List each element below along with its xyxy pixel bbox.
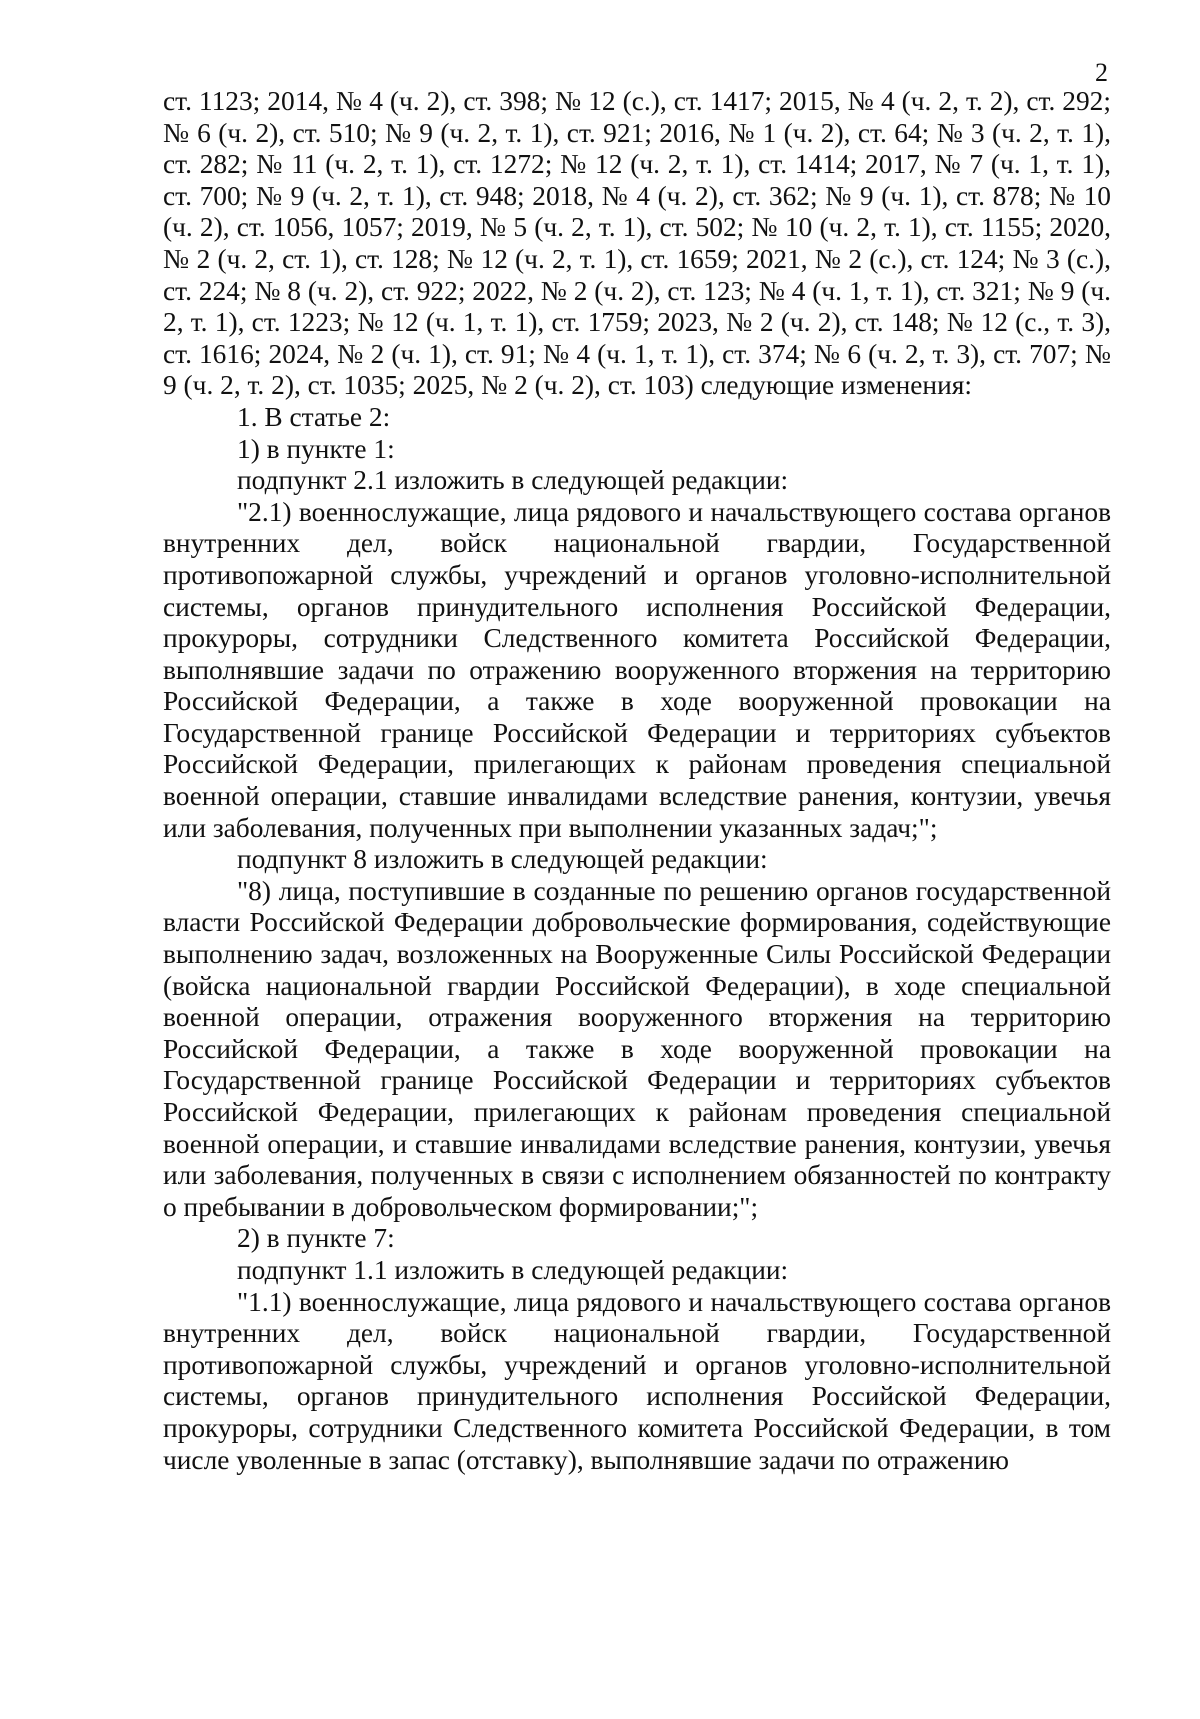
point-1-heading: 1) в пункте 1: xyxy=(237,433,395,464)
document-body xyxy=(163,86,1111,1476)
subpoint-8-text: "8) лица, поступившие в созданные по решению органов государственной власти Российской Федерации добровольческие формирования, содействующие выполнению задач, возложенных на Вооруженные Силы Российской Федерации (войска национальной гвардии Российской Федерации), в ходе специальной военной операции, отражения вооруженного вторжения на территорию Российской Федерации, а также в ходе вооруженной провокации на Государственной границе Российской Федерации и территориях субъектов Российской Федерации, прилегающих к районам проведения специальной военной операции, и ставшие инвалидами вследствие ранения, контузии, увечья или заболевания, полученных в связи с исполнением обязанностей по контракту о пребывании в добровольческом формировании;"; xyxy=(163,875,1111,1222)
subpoint-8-intro: подпункт 8 изложить в следующей редакции: xyxy=(237,844,768,875)
citation-paragraph: ст. 1123; 2014, № 4 (ч. 2), ст. 398; № 12 (с.), ст. 1417; 2015, № 4 (ч. 2, т. 2), ст. 292; № 6 (ч. 2), ст. 510; № 9 (ч. 2, т. 1), ст. 921; 2016, № 1 (ч. 2), ст. 64; № 3 (ч. 2, т. 1), ст. 282; № 11 (ч. 2, т. 1), ст. 1272; № 12 (ч. 2, т. 1), ст. 1414; 2017, № 7 (ч. 1, т. 1), ст. 700; № 9 (ч. 2, т. 1), ст. 948; 2018, № 4 (ч. 2), ст. 362; № 9 (ч. 1), ст. 878; № 10 (ч. 2), ст. 1056, 1057; 2019, № 5 (ч. 2, т. 1), ст. 502; № 10 (ч. 2, т. 1), ст. 1155; 2020, № 2 (ч. 2, ст. 1), ст. 128; № 12 (ч. 2, т. 1), ст. 1659; 2021, № 2 (с.), ст. 124; № 3 (с.), ст. 224; № 8 (ч. 2), ст. 922; 2022, № 2 (ч. 2), ст. 123; № 4 (ч. 1, т. 1), ст. 321; № 9 (ч. 2, т. 1), ст. 1223; № 12 (ч. 1, т. 1), ст. 1759; 2023, № 2 (ч. 2), ст. 148; № 12 (с., т. 3), ст. 1616; 2024, № 2 (ч. 1), ст. 91; № 4 (ч. 1, т. 1), ст. 374; № 6 (ч. 2, т. 3), ст. 707; № 9 (ч. 2, т. 2), ст. 1035; 2025, № 2 (ч. 2), ст. 103) следующие изменения: xyxy=(163,86,1111,401)
page-number: 2 xyxy=(1095,58,1108,87)
subpoint-2-1-text: "2.1) военнослужащие, лица рядового и начальствующего состава органов внутренних дел, войск национальной гвардии, Государственной противопожарной службы, учреждений и органов уголовно-исполнительной системы, органов принудительного исполнения Российской Федерации, прокуроры, сотрудники Следственного комитета Российской Федерации, выполнявшие задачи по отражению вооруженного вторжения на территорию Российской Федерации, а также в ходе вооруженной провокации на Государственной границе Российской Федерации и территориях субъектов Российской Федерации, прилегающих к районам проведения специальной военной операции, ставшие инвалидами вследствие ранения, контузии, увечья или заболевания, полученных при выполнении указанных задач;"; xyxy=(163,496,1111,843)
subpoint-2-1-intro: подпункт 2.1 изложить в следующей редакции: xyxy=(237,465,789,496)
article-2-heading: 1. В статье 2: xyxy=(237,401,391,432)
subpoint-1-1-text: "1.1) военнослужащие, лица рядового и начальствующего состава органов внутренних дел, войск национальной гвардии, Государственной противопожарной службы, учреждений и органов уголовно-исполнительной системы, органов принудительного исполнения Российской Федерации, прокуроры, сотрудники Следственного комитета Российской Федерации, в том числе уволенные в запас (отставку), выполнявшие задачи по отражению xyxy=(163,1286,1111,1475)
subpoint-1-1-intro: подпункт 1.1 изложить в следующей редакции: xyxy=(237,1254,789,1285)
point-7-heading: 2) в пункте 7: xyxy=(237,1223,395,1254)
